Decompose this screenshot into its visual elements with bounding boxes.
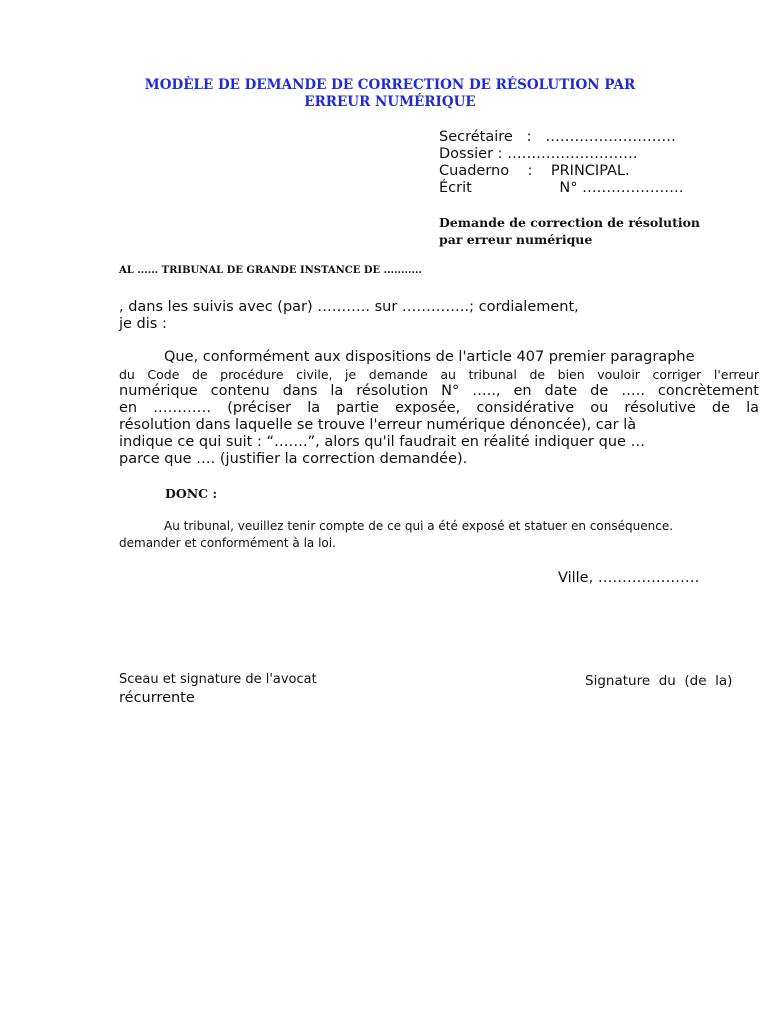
- header-field-ecrit: Écrit N° …………………: [439, 180, 684, 196]
- header-field-dossier: Dossier : ………………………: [439, 146, 638, 162]
- subject-line: par erreur numérique: [439, 232, 593, 247]
- header-field-cuaderno: Cuaderno : PRINCIPAL.: [439, 163, 630, 179]
- body-paragraph: [119, 349, 759, 468]
- header-field-secretaire: Secrétaire : ………………………: [439, 129, 676, 145]
- donc-heading: DONC :: [165, 486, 218, 501]
- closing-paragraph: [119, 518, 720, 552]
- city-date: Ville, …………………: [558, 570, 700, 586]
- body-line: Que, conformément aux dispositions de l'article 407 premier paragraphe: [164, 349, 695, 365]
- signature-left-line: récurrente: [119, 690, 195, 706]
- intro-line: , dans les suivis avec (par) ……….. sur …………..; cordialement,: [119, 299, 579, 315]
- subject-block: [439, 214, 739, 248]
- closing-line: demander et conformément à la loi.: [119, 536, 336, 550]
- closing-line: Au tribunal, veuillez tenir compte de ce qui a été exposé et statuer en conséquence.: [164, 519, 674, 533]
- intro-line: je dis :: [119, 316, 167, 332]
- signature-left-line: Sceau et signature de l'avocat: [119, 672, 317, 687]
- subject-line: Demande de correction de résolution: [439, 215, 701, 230]
- body-line: parce que …. (justifier la correction demandée).: [119, 451, 468, 467]
- document-title: MODÈLE DE DEMANDE DE CORRECTION DE RÉSOLUTION PAR ERREUR NUMÉRIQUE: [144, 77, 636, 110]
- body-line: indique ce qui suit : “…….”, alors qu'il faudrait en réalité indiquer que …: [119, 434, 646, 450]
- body-line: du Code de procédure civile, je demande au tribunal de bien vouloir corriger l'erreur: [119, 367, 759, 382]
- body-line: numérique contenu dans la résolution N° ….., en date de ….. concrètement: [119, 383, 759, 399]
- signature-left: [119, 671, 317, 707]
- body-line: résolution dans laquelle se trouve l'erreur numérique dénoncée), car là: [119, 417, 637, 433]
- tribunal-line: AL ...... TRIBUNAL DE GRANDE INSTANCE DE ...........: [119, 265, 422, 276]
- body-line: en ………… (préciser la partie exposée, considérative ou résolutive de la: [119, 400, 759, 416]
- intro-block: [119, 299, 579, 333]
- signature-right: Signature du (de la): [585, 673, 733, 689]
